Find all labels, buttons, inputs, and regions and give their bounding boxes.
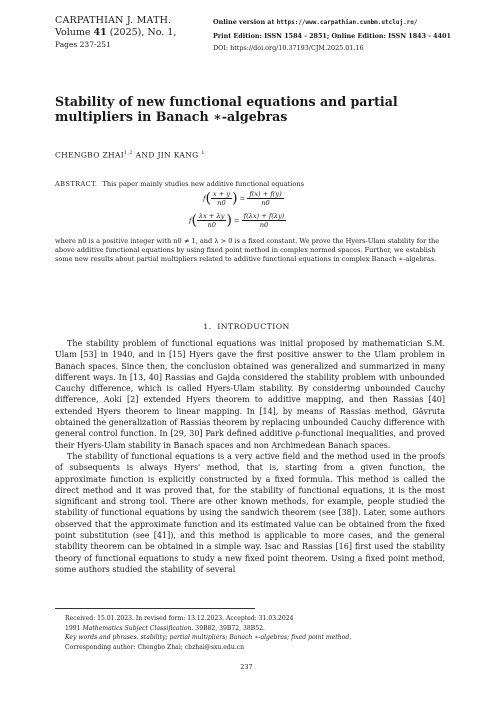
- received-dates: Received: 15.01.2023. In revised form: 13.12.2023. Accepted: 31.03.2024: [65, 615, 294, 622]
- issn-line: Print Edition: ISSN 1584 - 2851; Online Edition: ISSN 1843 - 4401: [213, 31, 451, 40]
- author-2: JIN KANG: [157, 150, 199, 160]
- paper-title: Stability of new functional equations and partial multipliers in Banach ∗-algebras: [55, 94, 398, 124]
- page-number: 237: [240, 663, 253, 671]
- author-2-affil: 1: [201, 150, 205, 156]
- abstract-intro-text: This paper mainly studies new additive functional equations: [102, 180, 304, 188]
- body-text: [55, 338, 445, 575]
- equation-2: f( $\frac{\lambda x + \lambda y}{n0}$ ) = $\frac{f(\lambda x) + f(\lambda y)}{n0}$: [189, 212, 285, 229]
- abstract-body: where n0 is a positive integer with n0 ≠ 1, and λ > 0 is a fixed constant. We prove the Hyers-Ulam stability for the above additive functional equations by using fixed point method in complex normed spaces. Further, we establish some new results about partial multipliers related to additive functional equations in complex Banach ∗-algebras.: [55, 237, 440, 264]
- corresponding-author: Corresponding author: Chengbo Zhai; cbzhai@sxu.edu.cn: [65, 643, 245, 651]
- journal-name: CARPATHIAN J. MATH.: [55, 15, 172, 26]
- abstract-label: ABSTRACT.: [55, 180, 98, 188]
- journal-header: [55, 15, 205, 51]
- publication-info: [213, 16, 451, 55]
- paragraph-1: The stability problem of functional equations was initial proposed by mathematician S.M. Ulam [53] in 1940, and in [15] Hyers gave the first positive answer to the Ulam problem in Banach spaces. Since then, the conclusion obtained was generalized and summarized in many different ways. In [13, 40] Rassias and Gajda considered the stability problem with unbounded Cauchy difference, which is called Hyers-Ulam stability. By considering unbounded Cauchy difference, Aoki [2] extended Hyers theorem to additive mapping, and then Rassias [40] extended Hyers theorem to linear mapping. In [14], by means of Rassias method, Găvruta obtained the generalization of Rassias theorem by replacing unbounded Cauchy difference with general control function. In [29, 30] Park defined additive ρ-functional inequalities, and proved their Hyers-Ulam stability in Banach spaces and non Archimedean Banach spaces.: [55, 339, 445, 450]
- footnotes: [65, 614, 445, 652]
- author-and: AND: [135, 150, 155, 160]
- paragraph-2: The stability of functional equations is a very active field and the method used in the proofs of subsequents is always Hyers' method, that is, starting from a given function, the approximate function is explicitly constructed by a fixed formula. This method is called the direct method and it was proved that, for the stability of functional equations, it is the most significant and strong tool. There are other known methods, for example, people studied the stability of functional equations by using the sandwich theorem (see [38]). Later, some authors observed that the approximate function and its estimated value can be obtained from the fixed point substitution (see [41]), and this method is applicable to more cases, and the general stability theorem can be obtained in a simple way. Isac and Rassias [16] first used the stability theory of functional equations to study a new fixed point theorem. Using a fixed point method, some authors studied the stability of several: [55, 451, 445, 574]
- msc-classification: 1991 Mathematics Subject Classification. 39B82, 39B72, 38B52.: [65, 624, 265, 632]
- section-heading: 1. INTRODUCTION: [203, 322, 290, 331]
- keywords: Key words and phrases. stability; partial multipliers; Banach ∗-algebras; fixed point method.: [65, 634, 352, 642]
- footnote-rule: [55, 608, 255, 609]
- journal-pages: Pages 237-251: [55, 40, 111, 49]
- online-url-link[interactable]: https://www.carpathian.cunbm.utcluj.ro/: [276, 19, 418, 26]
- journal-volume: Volume 41 (2025), No. 1,: [55, 27, 177, 38]
- author-1-affil: 1,2: [124, 150, 133, 156]
- author-line: [55, 150, 205, 160]
- online-version: Online version at https://www.carpathian.cunbm.utcluj.ro/: [213, 18, 418, 26]
- author-1: CHENGBO ZHAI: [55, 150, 125, 160]
- abstract-intro: [55, 180, 438, 189]
- doi-link[interactable]: DOI: https://doi.org/10.37193/CJM.2025.01.16: [213, 44, 364, 52]
- equation-1: f( $\frac{x + y}{n0}$ ) = $\frac{f(x) + f(y)}{n0}$: [203, 190, 282, 207]
